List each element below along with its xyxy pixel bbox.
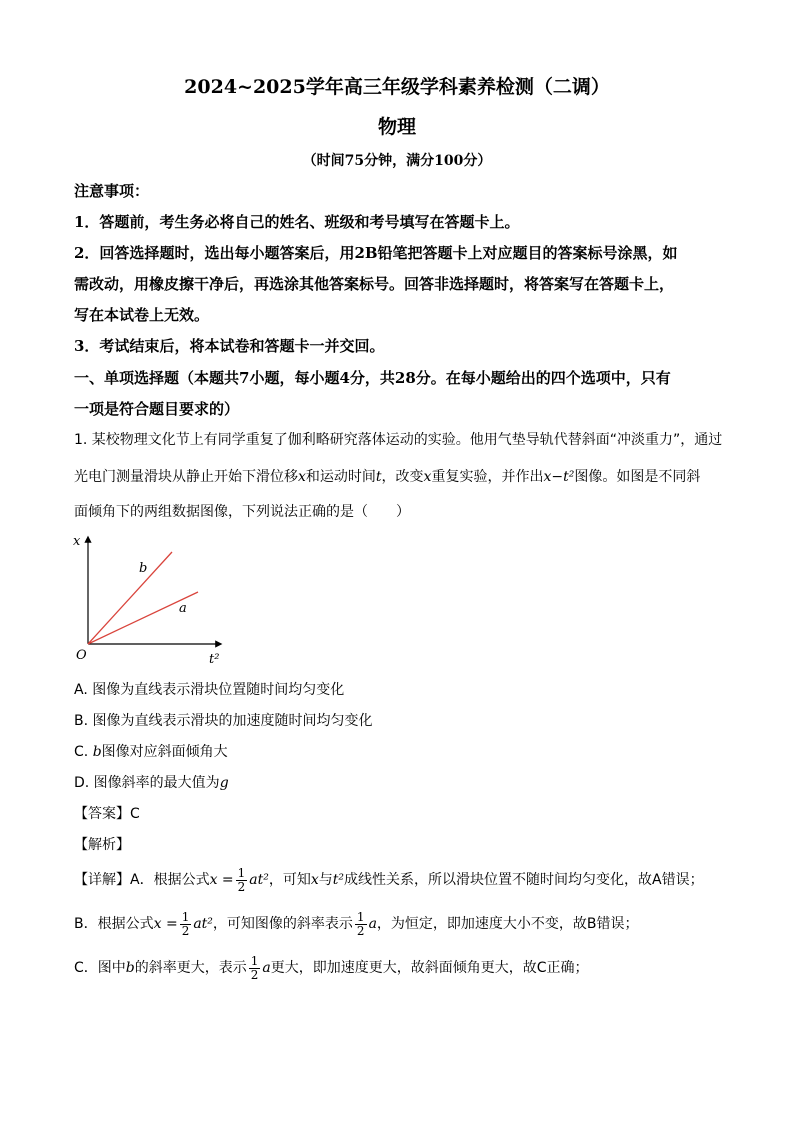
detail-b-text: ，可知图像的斜率表示	[212, 916, 353, 932]
line-b-label: b	[139, 561, 148, 576]
option-c-prefix: C.	[74, 744, 93, 760]
fraction-half	[249, 955, 261, 982]
q1-text-segment: 重复实验，并作出	[431, 469, 544, 485]
answer-tag: 【答案】C	[74, 806, 140, 822]
notice-item-1: 1．答题前，考生务必将自己的姓名、班级和考号填写在答题卡上。	[74, 213, 520, 231]
detail-c-prefix: C．图中	[74, 960, 126, 976]
fraction-denominator: 2	[237, 879, 246, 894]
fraction-denominator: 2	[356, 923, 365, 938]
detail-a-text: 与	[318, 872, 333, 888]
question-1-line-3: 面倾角下的两组数据图像，下列说法正确的是（ ）	[74, 504, 410, 520]
formula-rhs: at²	[193, 916, 213, 932]
fraction-denominator: 2	[250, 967, 259, 982]
section-heading-line-1: 一、单项选择题（本题共7小题，每小题4分，共28分。在每小题给出的四个选项中，只有	[74, 369, 671, 387]
fraction-numerator: 1	[250, 953, 259, 968]
notice-heading: 注意事项：	[74, 182, 150, 200]
fraction-half	[180, 911, 192, 938]
detail-c	[74, 950, 589, 986]
y-axis-label: x	[73, 534, 81, 549]
question-1-line-1: 1. 某校物理文化节上有同学重复了伽利略研究落体运动的实验。他用气垫导轨代替斜面“冲淡重力”，通过	[74, 432, 723, 448]
q1-text-segment: ，改变	[381, 469, 424, 485]
option-d-text: D. 图像斜率的最大值为	[74, 775, 220, 791]
option-b: B. 图像为直线表示滑块的加速度随时间均匀变化	[74, 713, 373, 729]
var-t: t	[375, 469, 382, 485]
detail-c-text: 的斜率更大，表示	[134, 960, 247, 976]
option-c-text: 图像对应斜面倾角大	[101, 744, 228, 760]
var-a: a	[262, 960, 271, 976]
notice-item-3: 3．考试结束后，将本试卷和答题卡一并交回。	[74, 337, 385, 355]
var-b: b	[125, 960, 135, 976]
var-x: x	[310, 872, 319, 888]
line-a	[88, 592, 198, 644]
time-note: （时间75分钟，满分100分）	[302, 153, 492, 169]
var-b: b	[92, 744, 102, 760]
formula-rhs: at²	[249, 872, 269, 888]
var-a: a	[368, 916, 377, 932]
detail-a-text: 成线性关系，所以滑块位置不随时间均匀变化，故A错误；	[344, 872, 704, 888]
formula-lhs: x =	[153, 916, 178, 932]
option-c	[74, 740, 228, 764]
subject-title: 物理	[377, 116, 416, 138]
fraction-numerator: 1	[181, 909, 190, 924]
detail-a	[74, 862, 704, 898]
fraction-half	[355, 911, 367, 938]
notice-item-2-line-1: 2．回答选择题时，选出每小题答案后，用2B铅笔把答题卡上对应题目的答案标号涂黑，如	[74, 244, 678, 262]
question-1-line-2	[74, 462, 724, 493]
detail-b	[74, 906, 639, 942]
var-x: x	[423, 469, 432, 485]
detail-a-prefix: 【详解】A．根据公式	[74, 872, 210, 888]
var-x-t2: x−t²	[543, 469, 575, 485]
line-b	[88, 552, 172, 644]
fraction-numerator: 1	[237, 865, 246, 880]
x-t2-graph	[66, 532, 226, 672]
detail-b-prefix: B．根据公式	[74, 916, 154, 932]
notice-item-2-line-2: 需改动，用橡皮擦干净后，再选涂其他答案标号。回答非选择题时，将答案写在答题卡上，	[74, 275, 675, 293]
section-heading-line-2: 一项是符合题目要求的）	[74, 400, 240, 418]
analysis-tag: 【解析】	[74, 837, 130, 853]
fraction-half	[236, 867, 248, 894]
fraction-numerator: 1	[356, 909, 365, 924]
exam-title: 2024~2025学年高三年级学科素养检测（二调）	[184, 76, 610, 98]
var-x: x	[298, 469, 306, 485]
q1-text-segment: 光电门测量滑块从静止开始下滑位移	[74, 469, 298, 485]
var-g: g	[219, 775, 229, 791]
formula-lhs: x =	[209, 872, 234, 888]
option-a: A. 图像为直线表示滑块位置随时间均匀变化	[74, 682, 345, 698]
fraction-denominator: 2	[181, 923, 190, 938]
detail-b-text: ，为恒定，即加速度大小不变，故B错误；	[376, 916, 639, 932]
origin-label: O	[76, 648, 87, 663]
detail-a-text: ，可知	[268, 872, 311, 888]
detail-c-text: 更大，即加速度更大，故斜面倾角更大，故C正确；	[270, 960, 589, 976]
q1-text-segment: 和运动时间	[305, 469, 376, 485]
var-t2: t²	[332, 872, 345, 888]
option-d	[74, 771, 229, 795]
q1-text-segment: 图像。如图是不同斜	[574, 469, 701, 485]
notice-item-2-line-3: 写在本试卷上无效。	[74, 306, 210, 324]
x-axis-label: t²	[209, 652, 220, 667]
line-a-label: a	[179, 601, 187, 616]
